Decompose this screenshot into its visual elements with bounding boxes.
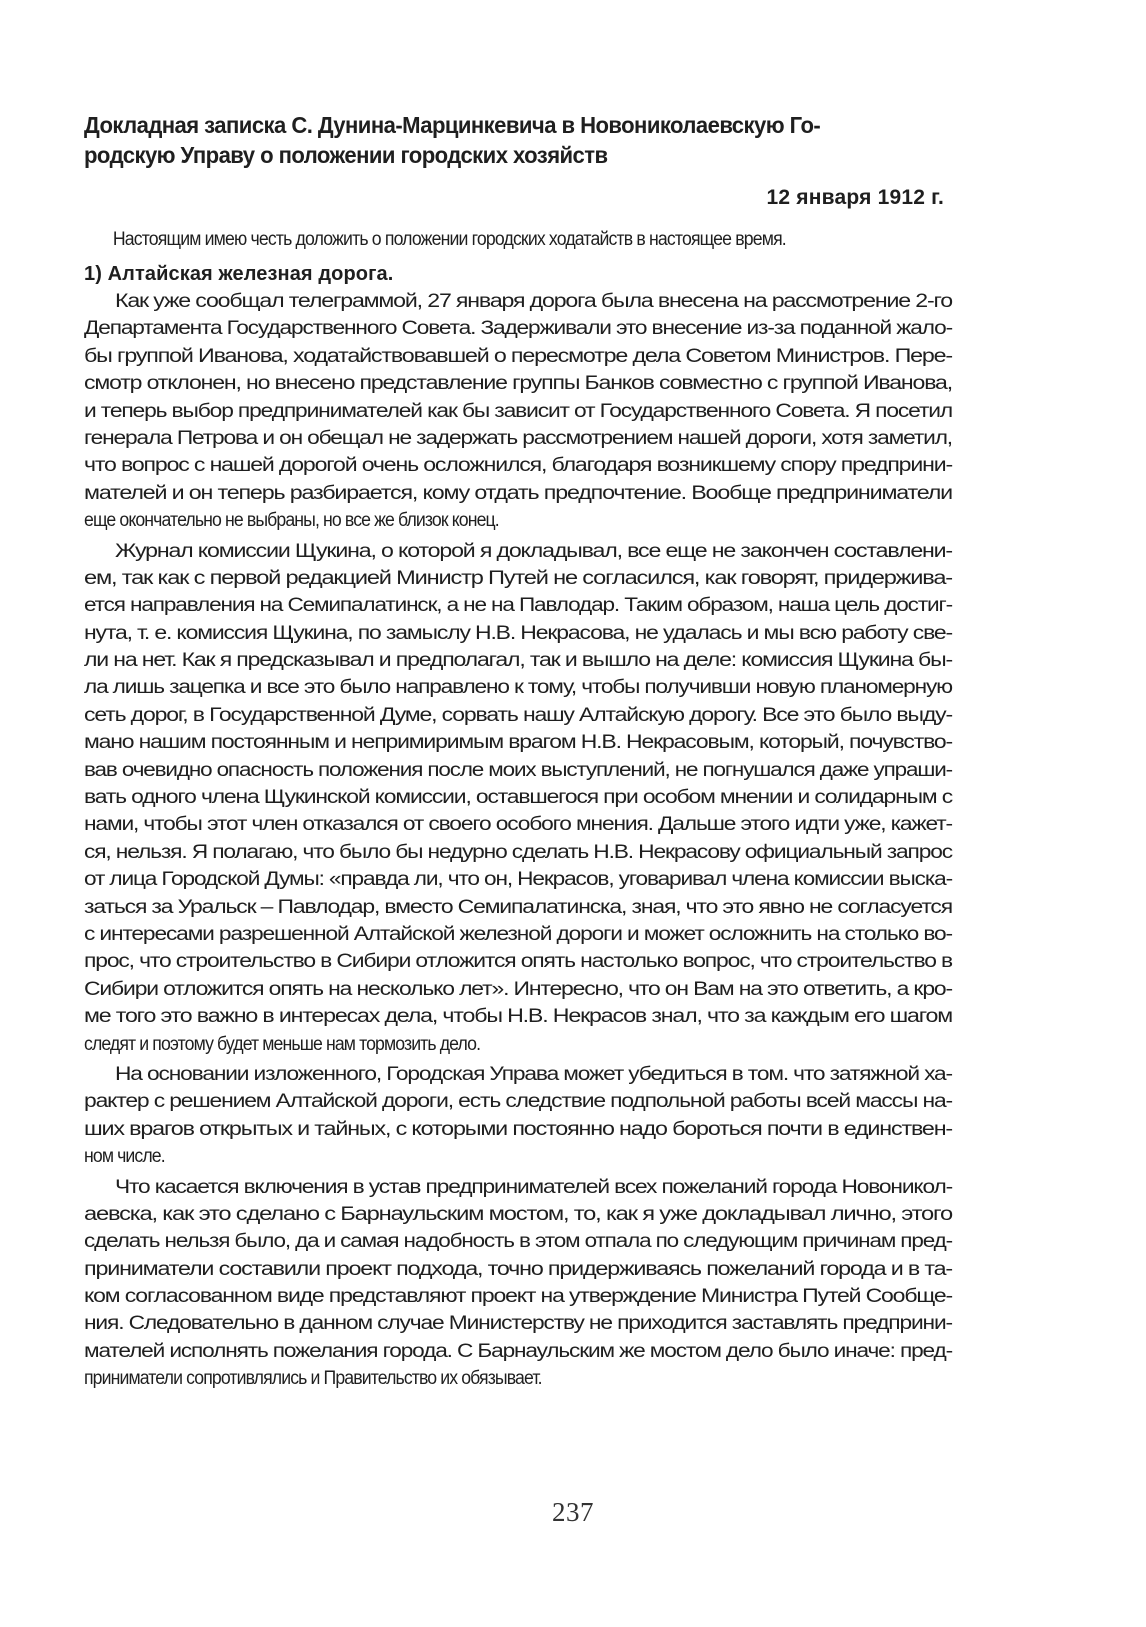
text-line [84, 398, 952, 425]
text-line-content: еще окончательно не выбраны, но все же близок конец. [84, 510, 499, 532]
text-line [84, 647, 952, 674]
text-line-content: рактер с решением Алтайской дороги, есть следствие подпольной работы всей массы на- [84, 1091, 953, 1113]
page-number: 237 [552, 1497, 594, 1527]
text-line [84, 1143, 952, 1170]
text-line-content: что вопрос с нашей дорогой очень осложнился, благодаря возникшему спору предприни- [84, 455, 952, 477]
document-title [84, 110, 954, 170]
text-line [84, 757, 952, 784]
text-line [84, 1031, 952, 1058]
text-line-content: приниматели сопротивлялись и Правительство их обязывает. [84, 1368, 542, 1390]
paragraph [84, 288, 952, 535]
text-line [84, 1003, 952, 1030]
text-line-content: Как уже сообщал телеграммой, 27 января дорога была внесена на рассмотрение 2-го [115, 291, 952, 312]
text-line [84, 674, 952, 701]
text-line [84, 480, 952, 507]
text-line [84, 565, 952, 592]
text-line-content: генерала Петрова и он обещал не задержать рассмотрением нашей дороги, хотя заметил, [84, 427, 952, 449]
text-line [84, 425, 952, 452]
text-line [84, 976, 952, 1003]
text-line-content: ся, нельзя. Я полагаю, что было бы недурно сделать Н.В. Некрасову официальный запрос [84, 841, 952, 863]
text-line [84, 288, 952, 315]
text-line-content: следят и поэтому будет меньше нам тормозить дело. [84, 1033, 481, 1055]
text-line-content: вать одного члена Щукинской комиссии, оставшегося при особом мнении и солидарным с [84, 787, 952, 809]
text-line [84, 1283, 952, 1310]
text-line [84, 1338, 952, 1365]
text-line-content: ется направления на Семипалатинск, а не на Павлодар. Таким образом, наша цель достиг- [84, 595, 952, 617]
text-line [84, 538, 952, 565]
text-line-content: бы группой Иванова, ходатайствовавшей о пересмотре дела Советом Министров. Пере- [84, 345, 952, 367]
text-line [84, 948, 952, 975]
text-line-content: от лица Городской Думы: «правда ли, что он, Некрасов, уговаривал члена комиссии выска- [84, 869, 952, 891]
document-page [84, 110, 952, 1396]
text-line-content: ном числе. [84, 1146, 165, 1168]
section-heading: 1) Алтайская железная дорога. [84, 263, 394, 285]
text-line-content: с интересами разрешенной Алтайской железной дороги и может осложнить на столько во- [84, 923, 952, 945]
text-line [84, 921, 952, 948]
text-line-content: ния. Следовательно в данном случае Министерству не приходится заставлять предприни- [84, 1313, 952, 1335]
body-text [84, 288, 952, 1393]
text-line-content: Сибири отложится опять на несколько лет». Интересно, что он Вам на это ответить, а кро- [84, 978, 952, 1000]
text-line [84, 1088, 952, 1115]
text-line [84, 729, 952, 756]
text-line-content: ме того это важно в интересах дела, чтобы Н.В. Некрасов знал, что за каждым его шагом [84, 1006, 952, 1028]
text-line [84, 811, 952, 838]
text-line [84, 1061, 952, 1088]
text-line [84, 592, 952, 619]
text-line [84, 839, 952, 866]
text-line-content: приниматели составили проект подхода, точно придерживаясь пожеланий города и в та- [84, 1258, 952, 1280]
paragraph [84, 1061, 952, 1171]
text-line [84, 1310, 952, 1337]
text-line-content: Журнал комиссии Щукина, о которой я докладывал, все еще не закончен составлени- [115, 540, 952, 562]
text-line-content: На основании изложенного, Городская Управа может убедиться в том. что затяжной ха- [115, 1063, 952, 1085]
text-line-content: ком согласованном виде представляют проект на утверждение Министра Путей Сообще- [84, 1286, 952, 1308]
text-line-content: ем, так как с первой редакцией Министр Путей не согласился, как говорят, придержива- [84, 567, 952, 589]
document-date: 12 января 1912 г. [766, 186, 944, 209]
title-line: Докладная записка С. Дунина-Марцинкевича в Новониколаевскую Го- [84, 112, 821, 138]
text-line-content: сделать нельзя было, да и самая надобность в этом отпала по следующим причинам пред- [84, 1231, 952, 1253]
text-line-content: нута, т. е. комиссия Щукина, по замыслу Н.В. Некрасова, не удалась и мы всю работу све- [84, 622, 952, 644]
text-line-content: ли на нет. Как я предсказывал и предполагал, так и вышло на деле: комиссия Щукина бы- [84, 650, 952, 672]
text-line-content: вав очевидно опасность положения после моих выступлений, не погнушался даже упраши- [84, 759, 952, 781]
paragraph [84, 1174, 952, 1393]
paragraph [84, 538, 952, 1058]
text-line-content: мателей и он теперь разбирается, кому отдать предпочтение. Вообще предприниматели [84, 482, 952, 504]
text-line-content: мателей исполнять пожелания города. С Барнаульским же мостом дело было иначе: пред- [84, 1340, 952, 1362]
text-line-content: и теперь выбор предпринимателей как бы зависит от Государственного Совета. Я посетил [84, 400, 952, 422]
text-line-content: нами, чтобы этот член отказался от своего особого мнения. Дальше этого идти уже, кажет- [84, 814, 952, 836]
text-line [84, 507, 952, 534]
text-line [84, 1201, 952, 1228]
text-line [84, 1365, 952, 1392]
text-line [84, 894, 952, 921]
intro-paragraph: Настоящим имею честь доложить о положении городских ходатайств в настоящее время. [112, 229, 786, 250]
text-line-content: ших врагов открытых и тайных, с которыми постоянно надо бороться почти в единствен- [84, 1118, 953, 1140]
text-line [84, 315, 952, 342]
text-line [84, 702, 952, 729]
text-line [84, 1116, 952, 1143]
text-line-content: заться за Уральск – Павлодар, вместо Семипалатинска, зная, что это явно не согласуется [84, 896, 953, 918]
text-line-content: Что касается включения в устав предпринимателей всех пожеланий города Новоникол- [115, 1176, 952, 1198]
text-line [84, 620, 952, 647]
text-line [84, 866, 952, 893]
text-line [84, 452, 952, 479]
text-line-content: аевска, как это сделано с Барнаульским мостом, то, как я уже докладывал лично, этого [84, 1203, 952, 1225]
text-line [84, 370, 952, 397]
text-line-content: смотр отклонен, но внесено представление группы Банков совместно с группой Иванова, [84, 373, 953, 395]
text-line [84, 1228, 952, 1255]
text-line [84, 1174, 952, 1201]
text-line-content: ла лишь зацепка и все это было направлено к тому, чтобы получивши новую планомерную [84, 677, 952, 699]
text-line-content: прос, что строительство в Сибири отложится опять настолько вопрос, что строительство в [84, 951, 952, 973]
text-line-content: мано нашим постоянным и непримиримым врагом Н.В. Некрасовым, который, почувство- [84, 732, 952, 754]
text-line-content: Департамента Государственного Совета. Задерживали это внесение из-за поданной жало- [84, 318, 952, 340]
text-line [84, 784, 952, 811]
text-line [84, 1256, 952, 1283]
title-line: родскую Управу о положении городских хозяйств [84, 142, 608, 168]
text-line [84, 343, 952, 370]
text-line-content: сеть дорог, в Государственной Думе, сорвать нашу Алтайскую дорогу. Все это было выду- [84, 704, 952, 726]
